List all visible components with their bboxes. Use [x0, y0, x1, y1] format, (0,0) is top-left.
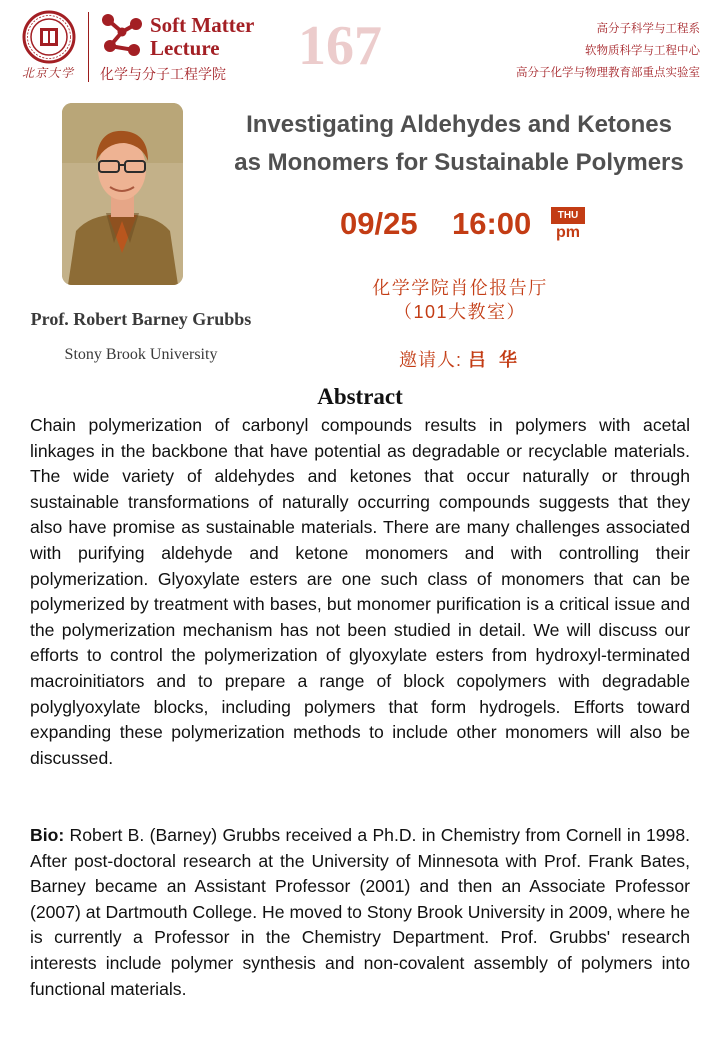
lecture-number: 167 [298, 15, 382, 77]
lecture-series-line-1: Soft Matter [150, 13, 255, 37]
host-label: 邀请人: [398, 350, 462, 370]
organization-item: 软物质科学与工程中心 [585, 45, 700, 57]
abstract-heading: Abstract [317, 384, 403, 409]
organization-item: 高分子科学与工程系 [596, 23, 700, 35]
host [310, 346, 610, 372]
lecture-series-title [150, 14, 254, 60]
speaker-photo [62, 103, 183, 285]
organization-list [516, 18, 700, 84]
time-period: pm [556, 224, 580, 241]
venue [310, 276, 610, 324]
day-badge: THU [551, 207, 585, 224]
university-name: 北京大学 [22, 66, 75, 80]
venue-line-1: 化学学院肖伦报告厅 [372, 278, 548, 298]
bio-label: Bio: [30, 825, 65, 845]
venue-line-2: （101大教室） [393, 302, 527, 322]
bio-paragraph [30, 823, 690, 1002]
talk-title-line-1: Investigating Aldehydes and Ketones [246, 111, 672, 138]
pku-seal-logo [22, 10, 76, 64]
soft-matter-logo [98, 12, 146, 58]
host-name: 吕 华 [468, 350, 522, 370]
organization-item: 高分子化学与物理教育部重点实验室 [516, 67, 700, 79]
talk-time: 16:00 [452, 206, 532, 241]
speaker-name: Prof. Robert Barney Grubbs [30, 309, 252, 329]
abstract-text: Chain polymerization of carbonyl compounds results in polymers with acetal linkages in the backbone that have potential as degradable or recyclable materials. The wide variety of aldehydes and ketones that occur naturally or through sustainable transformations of naturally occurring compounds suggests that they also have promise as sustainable materials. There are many challenges associated with purifying aldehyde and ketone monomers and with controlling their polymerization. Glyoxylate esters are one such class of monomers that can be polymerized by treatment with bases, but monomer purification is a critical issue and the polymerization mechanism has not been studied in detail. We will discuss our efforts to control the polymerization of glyoxylate esters from hydroxyl-terminated macroinitiators and to prepare a range of block copolymers with degradable polyglyoxylate blocks, including polymers that form hydrogels. Efforts toward expanding these polymerization methods to include other monomers will also be discussed. [30, 415, 690, 768]
talk-title-line-2: as Monomers for Sustainable Polymers [234, 149, 684, 176]
talk-date: 09/25 [340, 206, 418, 241]
talk-title [210, 106, 708, 182]
bio-text: Robert B. (Barney) Grubbs received a Ph.D. in Chemistry from Cornell in 1998. After post-doctoral research at the University of Minnesota with Prof. Frank Bates, Barney became an Assistant Professor (2001) and then an Associate Professor (2007) at Dartmouth College. He moved to Stony Brook University in 2009, where he is currently a Professor in the Chemistry Department. Prof. Grubbs' research interests include polymer synthesis and non-covalent assembly of polymers into functional materials. [30, 825, 690, 999]
lecture-series-line-2: Lecture [150, 36, 220, 60]
college-name: 化学与分子工程学院 [100, 66, 226, 82]
speaker-affiliation: Stony Brook University [64, 346, 218, 363]
header-divider [88, 12, 89, 82]
